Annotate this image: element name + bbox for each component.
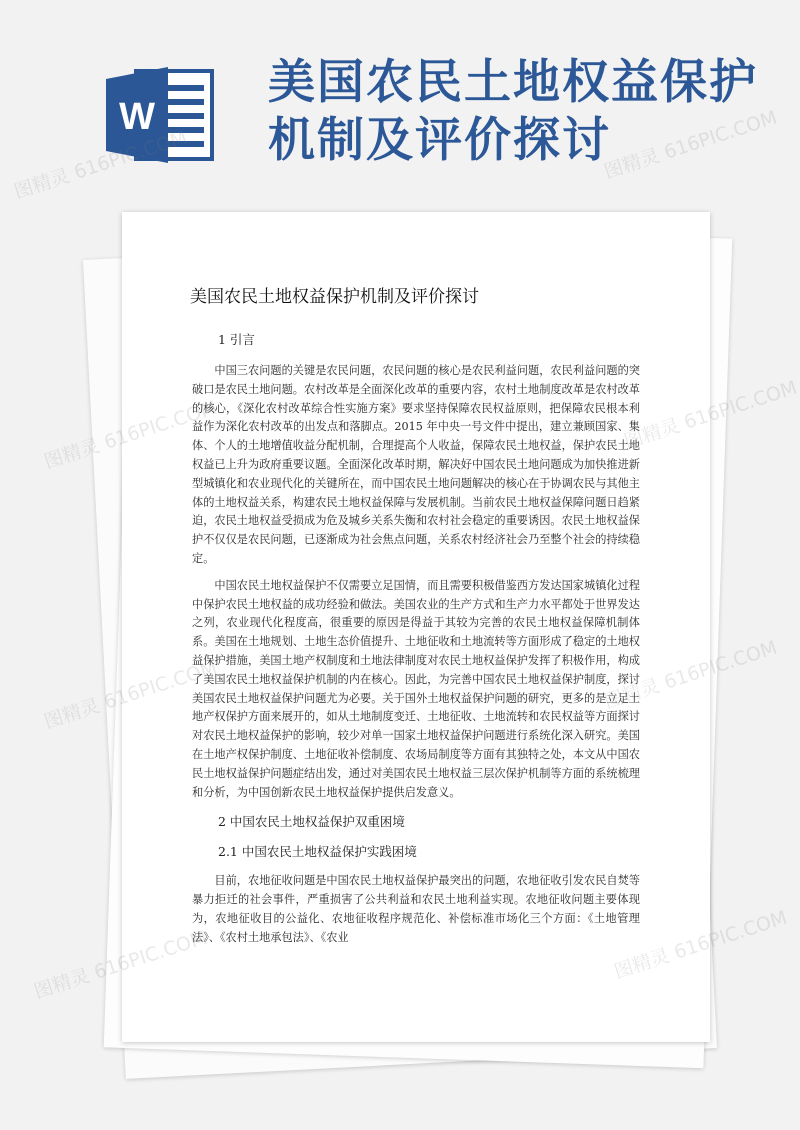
hero-title-line1: 美国农民土地权益保护 — [268, 55, 758, 110]
watermark: 616PIC.COM — [681, 376, 800, 434]
hero-title — [268, 54, 788, 170]
document-page — [122, 212, 710, 1042]
watermark: 图精灵 — [31, 964, 93, 1004]
watermark: 图精灵 616PIC.COM — [601, 106, 780, 184]
hero-title-line2: 机制及评价探讨 — [268, 113, 611, 168]
watermark: 图精灵 616PIC.COM — [11, 126, 190, 204]
word-logo-letter: W — [119, 96, 155, 138]
paragraph-1: 中国三农问题的关键是农民问题，农民问题的核心是农民利益问题，农民利益问题的突破口是农民土地问题。农村改革是全面深化改革的重要内容，农村土地制度改革是农村改革的核心，《深化农村改革综合性实施方案》要求坚持保障农民权益原则，把保障农民根本利益作为深化农村改革的出发点和落脚点。2015 年中央一号文件中提出，建立兼顾国家、集体、个人的土地增值收益分配机制，合理提高个人收益，保障农民土地权益，保护农民土地权益已上升为政府重要议题。全面深化改革时期，解决好中国农民土地问题成为加快推进新型城镇化和农业现代化的关键所在，而中国农民土地问题解决的核心在于协调农民与其他主体的土地权益关系，构建农民土地权益保障与发展机制。当前农民土地权益保障问题日趋紧迫，农民土地权益受损成为危及城乡关系失衡和农村社会稳定的重要诱因。农民土地权益保护不仅仅是农民问题，已逐渐成为社会焦点问题，关系农村经济社会乃至整个社会的持续稳定。 — [192, 364, 640, 565]
watermark: 图精灵 — [41, 434, 103, 474]
section-heading-2-1: 2.1 中国农民土地权益保护实践困境 — [218, 844, 417, 860]
watermark: 616PIC.COM — [671, 906, 790, 964]
document-title: 美国农民土地权益保护机制及评价探讨 — [190, 287, 479, 307]
paragraph-3: 目前，农地征收问题是中国农民土地权益保护最突出的问题，农地征收引发农民自焚等暴力拒迁的社会事件，严重损害了公共利益和农民土地利益实现。农地征收问题主要体现为，农地征收目的公益化、农地征收程序规范化、补偿标准市场化三个方面：《土地管理法》、《农村土地承包法》、《农业 — [192, 874, 640, 944]
paragraph-2: 中国农民土地权益保护不仅需要立足国情，而且需要积极借鉴西方发达国家城镇化过程中保护农民土地权益的成功经验和做法。美国农业的生产方式和生产力水平都处于世界发达之列，农业现代化程度高，很重要的原因是得益于其较为完善的农民土地权益保障机制体系。美国在土地规划、土地生态价值提升、土地征收和土地流转等方面形成了稳定的土地权益保护措施，美国土地产权制度和土地法律制度对农民土地权益保护发挥了积极作用，构成了美国农民土地权益保护机制的内在核心。因此，为完善中国农民土地权益保护制度，探讨美国农民土地权益保护问题尤为必要。关于国外土地权益保护问题的研究，更多的是立足土地产权保护方面来展开的，如从土地制度变迁、土地征收、土地流转和农民权益等方面探讨对农民土地权益保护的影响，较少对单一国家土地权益保护问题进行系统化深入研究。美国在土地产权保护制度、土地征收补偿制度、农场局制度等方面有其独特之处，本文从中国农民土地权益保护问题症结出发，通过对美国农民土地权益三层次保护机制等方面的系统梳理和分析，为中国创新农民土地权益保护提供启发意义。 — [192, 578, 640, 799]
section-heading-intro: 1 引言 — [218, 332, 255, 347]
watermark: 图精灵 — [41, 694, 103, 734]
watermark: 616PIC.COM — [661, 636, 780, 694]
word-doc-icon — [106, 67, 216, 163]
document-body — [192, 330, 640, 956]
section-heading-2: 2 中国农民土地权益保护双重困境 — [218, 814, 405, 830]
